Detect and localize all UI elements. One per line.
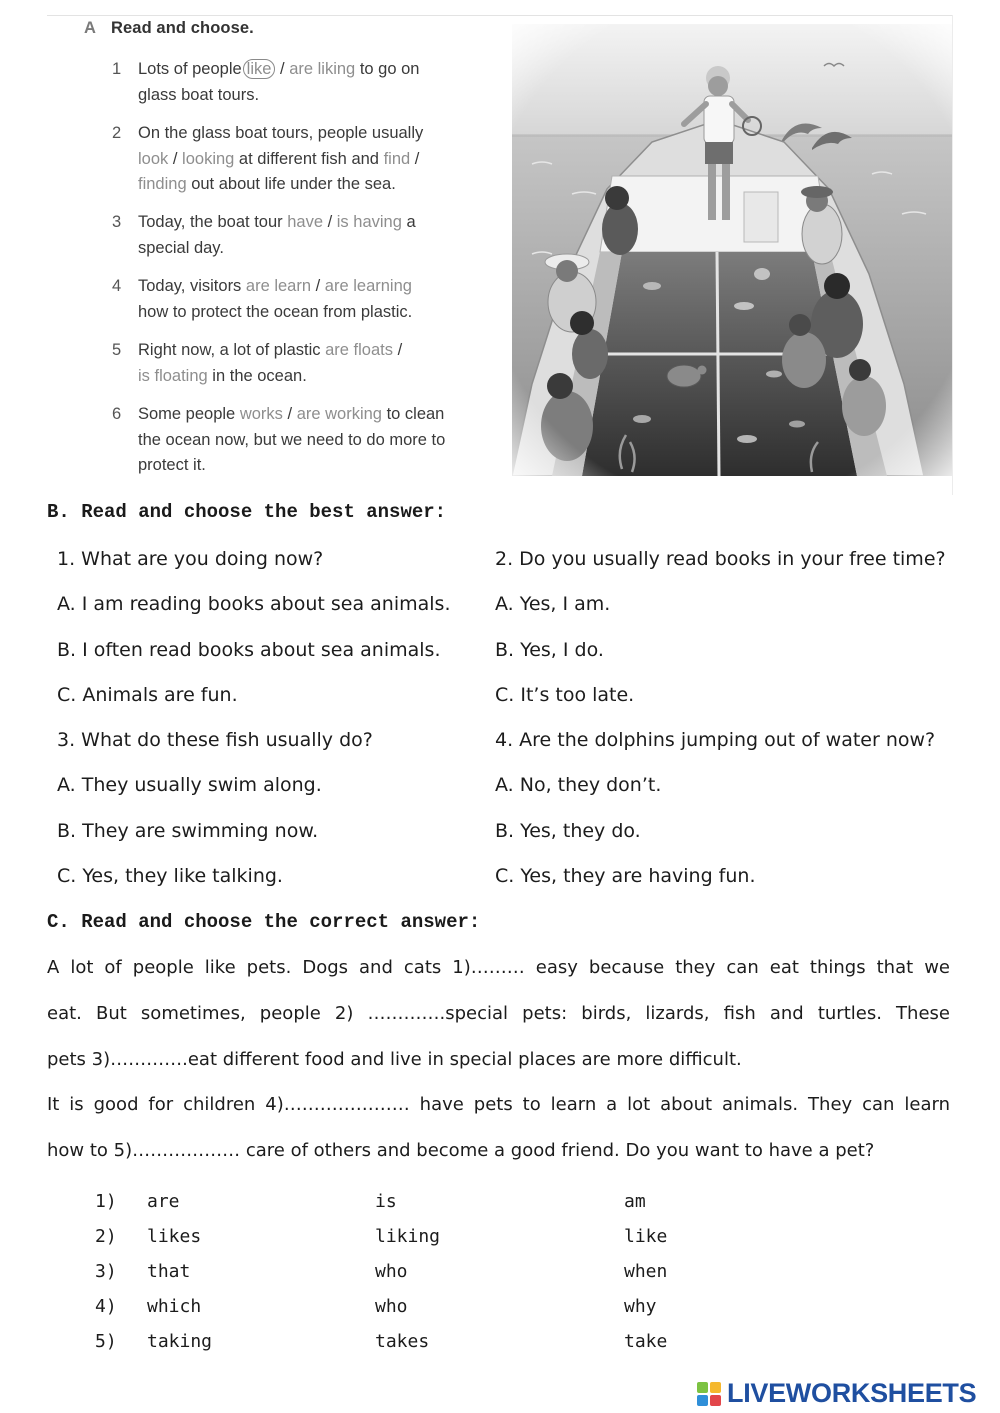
item-number: 3 [112,213,122,232]
section-c-heading: C. Read and choose the correct answer: [47,911,481,934]
item-line [138,274,412,300]
choice-option[interactable]: take [624,1330,668,1352]
choice-row-4 [95,1296,695,1331]
choice-number: 1) [95,1190,117,1212]
item-line [138,338,402,364]
paragraph-line-2: eat. But sometimes, people 2) ………….special pets: birds, lizards, fish and turtles. These [47,1002,950,1024]
item-line [138,402,445,428]
item-line [138,364,402,390]
choice-row-5 [95,1331,695,1366]
choice-option[interactable]: am [624,1190,646,1212]
item-text: to go on [355,60,420,79]
item-text: Today, visitors [138,277,246,296]
item-line [138,121,423,147]
question-1 [57,548,527,729]
section-a-item-4 [112,274,413,325]
choice-option[interactable]: which [147,1295,202,1317]
answer-option-b[interactable]: B. Yes, they do. [495,819,641,842]
item-line [138,428,445,454]
question-4 [495,729,965,910]
item-line [138,300,412,326]
item-line [138,236,416,262]
answer-option-b[interactable]: B. I often read books about sea animals. [57,638,441,661]
answer-option-c[interactable]: C. Animals are fun. [57,683,238,706]
answer-option-c[interactable]: C. Yes, they like talking. [57,865,283,888]
choice-option[interactable]: why [624,1295,657,1317]
item-text: Some people [138,405,240,424]
section-a-instruction: Read and choose. [111,19,254,37]
item-line [138,83,419,109]
choice-number: 4) [95,1295,117,1317]
item-text: out about life under the sea. [186,175,396,194]
slash-separator: / [392,341,403,360]
answer-option-c[interactable]: C. It’s too late. [495,683,635,706]
item-number: 2 [112,124,122,143]
slash-separator: / [282,405,297,424]
paragraph-line-3: pets 3)………….eat different food and live in special places are more difficult. [47,1048,742,1070]
option-choice[interactable]: looking [182,149,235,168]
question-text: 2. Do you usually read books in your free time? [495,548,946,570]
choice-option[interactable]: are [147,1190,180,1212]
choice-option[interactable]: likes [147,1225,202,1247]
option-choice[interactable]: are working [296,405,382,424]
logo-tile [710,1382,721,1393]
section-b-heading: B. Read and choose the best answer: [47,501,447,524]
section-a-item-1 [112,57,420,108]
item-text: glass boat tours. [138,85,260,104]
section-a-letter: A [84,19,96,37]
illustration-vignette [512,24,952,476]
choice-option[interactable]: that [147,1260,191,1282]
slash-separator: / [168,149,183,168]
slash-separator: / [311,277,325,296]
option-choice[interactable]: are learn [245,277,312,296]
item-line [138,147,423,173]
choice-option[interactable]: is [375,1190,397,1212]
item-line [138,453,445,479]
boat-tour-illustration [512,24,952,476]
option-choice[interactable]: is having [336,213,402,232]
item-text: at different fish and [234,149,384,168]
answer-option-b[interactable]: B. Yes, I do. [495,638,604,661]
option-choice[interactable]: are learning [324,277,412,296]
brand-name: LIVEWORKSHEETS [727,1378,977,1408]
option-choice[interactable]: find [383,149,411,168]
choice-number: 2) [95,1225,117,1247]
answer-option-a[interactable]: A. No, they don’t. [495,774,662,797]
item-text: a [401,213,416,232]
choice-option[interactable]: taking [147,1330,213,1352]
choice-option[interactable]: when [624,1260,668,1282]
logo-tile [697,1395,708,1406]
item-text: to clean [381,405,445,424]
choice-option[interactable]: liking [375,1225,441,1247]
choice-number: 5) [95,1330,117,1352]
section-a-item-3 [112,210,416,261]
choice-option[interactable]: who [375,1295,408,1317]
item-line [138,210,416,236]
question-text: 1. What are you doing now? [57,548,324,570]
item-text: Today, the boat tour [138,213,288,232]
liveworksheets-logo-icon [697,1382,721,1406]
section-a-item-6 [112,402,446,479]
item-text: how to protect the ocean from plastic. [138,302,413,321]
question-3 [57,729,527,910]
item-line [138,172,423,198]
section-a-header [84,19,254,38]
answer-option-a[interactable]: A. I am reading books about sea animals. [57,593,451,616]
slash-separator: / [275,60,290,79]
option-choice[interactable]: look [138,149,169,168]
question-2 [495,548,965,729]
slash-separator: / [323,213,337,232]
choice-row-1 [95,1191,695,1226]
answer-option-b[interactable]: B. They are swimming now. [57,819,319,842]
choice-number: 3) [95,1260,117,1282]
item-text: Right now, a lot of plastic [138,341,326,360]
option-choice[interactable]: works [239,405,283,424]
option-choice[interactable]: are liking [289,60,356,79]
paragraph-line-4: It is good for children 4)………………… have pets to learn a lot about animals. They can learn [47,1094,950,1116]
choice-row-3 [95,1261,695,1296]
right-divider [952,15,953,495]
item-text: On the glass boat tours, people usually [138,124,424,143]
item-number: 4 [112,277,122,296]
item-text: in the ocean. [207,366,307,385]
item-text: special day. [138,238,224,257]
cloze-paragraph [47,957,950,1185]
choice-row-2 [95,1226,695,1261]
answer-option-a[interactable]: A. Yes, I am. [495,593,611,616]
item-number: 6 [112,405,122,424]
choices-table [95,1191,695,1366]
choice-option[interactable]: takes [375,1330,430,1352]
option-choice[interactable]: is floating [138,366,208,385]
option-circled-example[interactable]: like [243,59,276,79]
item-text: protect it. [138,456,206,475]
choice-option[interactable]: who [375,1260,408,1282]
option-choice[interactable]: are floats [325,341,393,360]
slash-separator: / [410,149,420,168]
question-text: 3. What do these fish usually do? [57,729,373,752]
option-choice[interactable]: finding [138,175,187,194]
logo-tile [710,1395,721,1406]
logo-tile [697,1382,708,1393]
paragraph-line-5: how to 5)……………… care of others and become a good friend. Do you want to have a pet? [47,1140,875,1162]
item-text: Lots of people [138,60,242,79]
question-text: 4. Are the dolphins jumping out of water now? [495,729,936,752]
item-number: 1 [112,60,122,79]
item-line [138,57,419,83]
top-divider [47,15,952,16]
paragraph-line-1: A lot of people like pets. Dogs and cats 1)……… easy because they can eat things that we [47,957,950,979]
option-choice[interactable]: have [287,213,323,232]
section-a-item-2 [112,121,424,198]
answer-option-c[interactable]: C. Yes, they are having fun. [495,865,756,888]
answer-option-a[interactable]: A. They usually swim along. [57,774,322,797]
item-number: 5 [112,341,122,360]
choice-option[interactable]: like [624,1225,668,1247]
item-text: the ocean now, but we need to do more to [138,430,446,449]
section-a-item-5 [112,338,403,389]
